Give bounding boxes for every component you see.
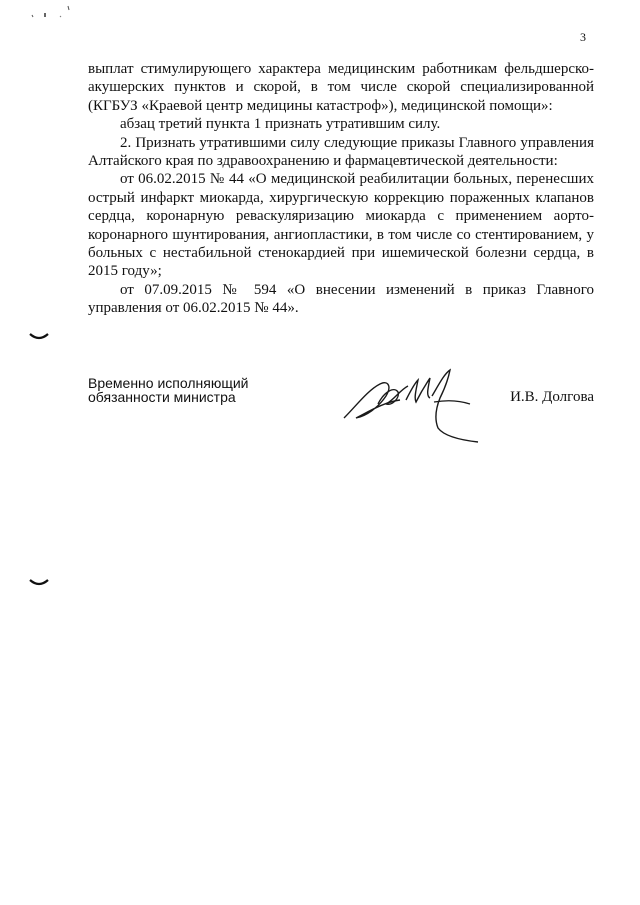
scan-artifact-marks <box>28 4 88 20</box>
signature-block <box>88 376 594 456</box>
paragraph-order-594: от 07.09.2015 № 594 «О внесении изменений в приказ Главного управления от 06.02.2015 № 44». <box>88 281 594 317</box>
signer-name: И.В. Долгова <box>510 389 594 405</box>
signer-title-line-2: обязанности министра <box>88 389 236 405</box>
signer-title-line-1: Временно исполняющий <box>88 375 249 391</box>
document-body <box>88 60 594 318</box>
paragraph-order-44: от 06.02.2015 № 44 «О медицинской реабилитации больных, перенесших острый инфаркт миокарда, хирургическую коррекцию пораженных клапанов сердца, коронарную реваскуляризацию миокарда с применением аорто-коронарного шунтирования, ангиопластики, в том числе со стентированием, у больных с нестабильной стенокардией при ишемической болезни сердца, в 2015 году»; <box>88 171 594 280</box>
paragraph-item-2: 2. Признать утратившими силу следующие приказы Главного управления Алтайского края по здравоохранению и фармацевтической деятельности: <box>88 134 594 170</box>
paragraph-abolish-clause: абзац третий пункта 1 признать утратившим силу. <box>120 116 441 133</box>
punch-hole-mark-lower <box>28 576 50 588</box>
signer-title <box>88 376 248 404</box>
handwritten-signature <box>338 366 488 451</box>
page-number: 3 <box>580 30 586 44</box>
punch-hole-mark-upper <box>28 330 50 342</box>
paragraph-payment-clause: выплат стимулирующего характера медицинским работникам фельдшерско-акушерских пунктов и скорой, в том числе скорой специализированной (КГБУЗ «Краевой центр медицины катастроф»), медицинской помощи»: <box>88 61 594 114</box>
